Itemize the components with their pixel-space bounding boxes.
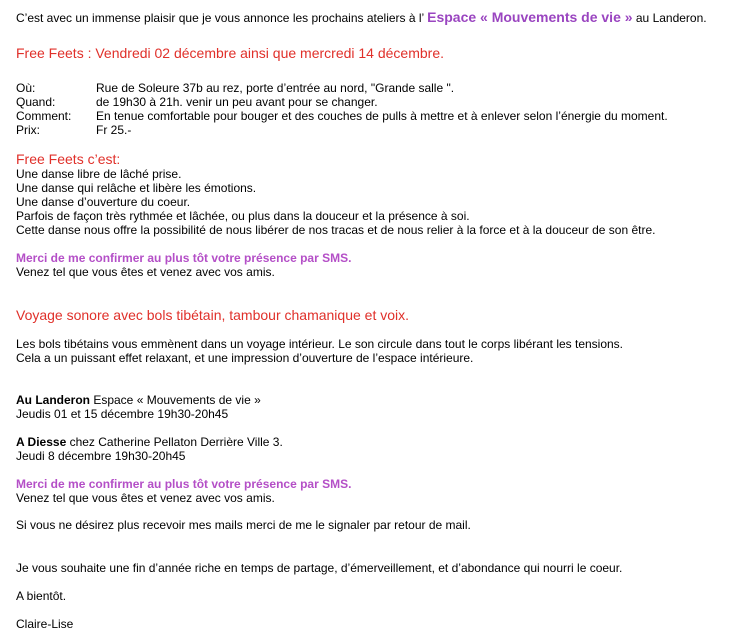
detail-value: Rue de Soleure 37b au rez, porte d’entrée au nord, "Grande salle ". (96, 81, 455, 95)
wishes-text: Je vous souhaite une fin d’année riche en temps de partage, d’émerveillement, et d’abondance qui nourri le coeur. (16, 561, 623, 575)
landeron-place: Au Landeron (16, 393, 90, 407)
detail-value: de 19h30 à 21h. venir un peu avant pour se changer. (96, 95, 378, 109)
detail-label: Comment: (16, 109, 72, 123)
farewell-text: A bientôt. (16, 589, 67, 603)
detail-label: Quand: (16, 95, 56, 109)
diesse-venue: chez Catherine Pellaton Derrière Ville 3. (66, 435, 283, 449)
free-feets-heading: Free Feets : Vendredi 02 décembre ainsi que mercredi 14 décembre. (16, 45, 445, 61)
signature: Claire-Lise (16, 617, 74, 631)
description-line: Une danse libre de lâché prise. (16, 167, 182, 181)
diesse-location (16, 435, 283, 449)
detail-value: Fr 25.- (96, 123, 132, 137)
intro-text: C’est avec un immense plaisir que je vous annonce les prochains ateliers à l’ (16, 11, 428, 25)
free-feets-what-heading: Free Feets c’est: (16, 151, 121, 167)
come-with-friends-text: Venez tel que vous êtes et venez avec vos amis. (16, 265, 275, 279)
detail-row (16, 123, 131, 137)
detail-value: En tenue comfortable pour bouger et des couches de pulls à mettre et à enlever selon l’énergie du moment. (96, 109, 668, 123)
detail-label: Où: (16, 81, 36, 95)
diesse-dates: Jeudi 8 décembre 19h30-20h45 (16, 449, 186, 463)
unsubscribe-text: Si vous ne désirez plus recevoir mes mails merci de me le signaler par retour de mail. (16, 518, 471, 532)
description-line: Une danse qui relâche et libère les émotions. (16, 181, 257, 195)
intro-line (16, 10, 707, 25)
confirm-sms-notice: Merci de me confirmer au plus tôt votre présence par SMS. (16, 251, 352, 265)
description-line: Une danse d’ouverture du coeur. (16, 195, 191, 209)
description-line: Parfois de façon très rythmée et lâchée, ou plus dans la douceur et la présence à soi. (16, 209, 470, 223)
intro-location: au Landeron. (632, 11, 707, 25)
come-with-friends-text: Venez tel que vous êtes et venez avec vos amis. (16, 491, 275, 505)
diesse-place: A Diesse (16, 435, 67, 449)
detail-row (16, 81, 454, 95)
venue-name: Espace « Mouvements de vie » (427, 9, 633, 25)
landeron-dates: Jeudis 01 et 15 décembre 19h30-20h45 (16, 407, 229, 421)
voyage-heading: Voyage sonore avec bols tibétain, tambour chamanique et voix. (16, 307, 410, 323)
detail-row (16, 109, 668, 123)
landeron-venue: Espace « Mouvements de vie » (90, 393, 261, 407)
voyage-line: Les bols tibétains vous emmènent dans un voyage intérieur. Le son circule dans tout le corps libérant les tensions. (16, 337, 624, 351)
voyage-line: Cela a un puissant effet relaxant, et une impression d’ouverture de l’espace intérieure. (16, 351, 474, 365)
description-line: Cette danse nous offre la possibilité de nous libérer de nos tracas et de nous relier à la force et à la douceur de son être. (16, 223, 656, 237)
landeron-location (16, 393, 261, 407)
confirm-sms-notice: Merci de me confirmer au plus tôt votre présence par SMS. (16, 477, 352, 491)
detail-row (16, 95, 378, 109)
detail-label: Prix: (16, 123, 40, 137)
